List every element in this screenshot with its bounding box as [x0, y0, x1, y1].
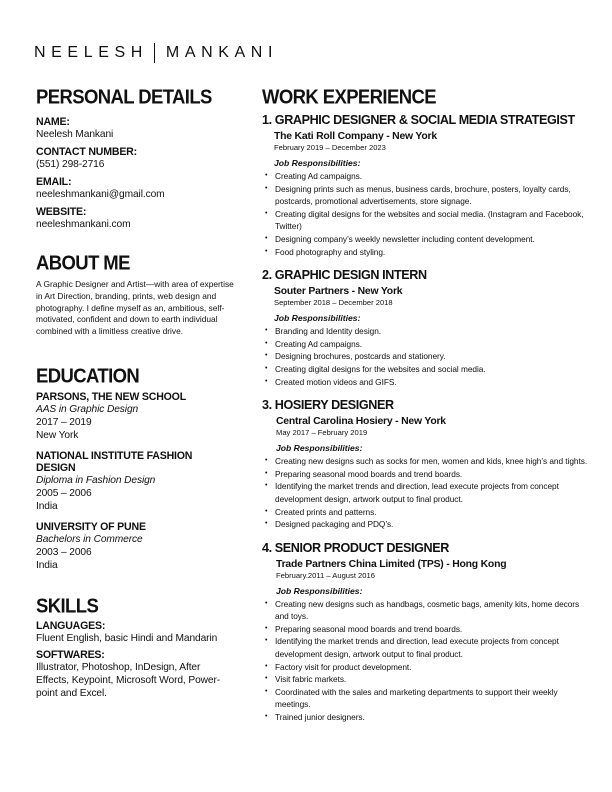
- bullet-item: • Branding and Identity design.: [262, 325, 592, 338]
- bullet-item: • Designed packaging and PDQ’s.: [262, 518, 592, 531]
- bullet-item: • Designing brochures, postcards and stationery.: [262, 350, 592, 363]
- bullet-item: • Designing company’s weekly newsletter including content development.: [262, 233, 592, 246]
- right-column: [262, 85, 592, 724]
- website-label: WEBSITE:: [36, 206, 87, 218]
- bullet-list: [262, 598, 592, 724]
- website-value[interactable]: neeleshmankani.com: [36, 219, 131, 230]
- languages-value: Fluent English, basic Hindi and Mandarin: [36, 632, 218, 644]
- bullet-item: • Created motion videos and GIFS.: [262, 376, 592, 389]
- bullet-list: [262, 455, 592, 531]
- years: 2003 – 2006: [36, 546, 92, 558]
- softwares-label: SOFTWARES:: [36, 648, 105, 661]
- responsibilities-label: Job Responsibilities:: [276, 443, 363, 454]
- company-name: Trade Partners China Limited (TPS) - Hong Kong: [276, 558, 507, 570]
- name-value: Neelesh Mankani: [36, 129, 114, 140]
- years: 2005 – 2006: [36, 487, 92, 499]
- email-label: EMAIL:: [36, 176, 72, 188]
- company-name: Central Carolina Hosiery - New York: [276, 416, 446, 428]
- education-item: [36, 521, 236, 572]
- bullet-item: • Preparing seasonal mood boards and trend boards.: [262, 623, 592, 636]
- bullet-item: • Trained junior designers.: [262, 711, 592, 724]
- bullet-item: • Creating digital designs for the websites and social media.: [262, 363, 592, 376]
- about-section: [36, 251, 236, 338]
- languages-label: LANGUAGES:: [36, 619, 106, 632]
- degree: AAS in Graphic Design: [36, 403, 139, 415]
- bullet-item: • Creating digital designs for the websites and social media. (Instagram and Facebook, Twitter): [262, 208, 592, 233]
- softwares-value: Illustrator, Photoshop, InDesign, After Effects, Keypoint, Microsoft Word, Power-point and Excel.: [36, 661, 221, 699]
- bullet-item: • Identifying the market trends and direction, lead execute projects from concept development design, artwork output to final product.: [262, 480, 592, 505]
- bullet-item: • Food photography and styling.: [262, 246, 592, 259]
- skills-section: [36, 594, 236, 700]
- degree: Diploma in Fashion Design: [36, 474, 156, 486]
- section-title-skills: SKILLS: [36, 593, 99, 617]
- bullet-item: • Designing prints such as menus, business cards, brochure, posters, loyalty cards, postcards, promotional advertisements, store signage.: [262, 183, 592, 208]
- job-dates: May 2017 – February 2019: [276, 428, 368, 438]
- education-item: [36, 450, 236, 513]
- job-dates: February 2019 – December 2023: [274, 143, 386, 152]
- job-dates: September 2018 – December 2018: [274, 298, 393, 308]
- responsibilities-label: Job Responsibilities:: [274, 158, 361, 168]
- job-title: 3. HOSIERY DESIGNER: [262, 398, 394, 413]
- name-header: [34, 42, 278, 64]
- years: 2017 – 2019: [36, 416, 92, 428]
- education-section: [36, 364, 236, 572]
- bullet-item: • Coordinated with the sales and marketing departments to support their weekly meetings.: [262, 686, 592, 711]
- section-title-personal: PERSONAL DETAILS: [36, 85, 212, 108]
- section-title-work: WORK EXPERIENCE: [262, 85, 436, 108]
- company-name: The Kati Roll Company - New York: [274, 131, 437, 142]
- left-column: [36, 85, 236, 700]
- about-text: A Graphic Designer and Artist—with area of expertise in Art Direction, branding, prints, web design and photography. I define myself as an, ambitious, self-motivated, confident and down to earth individual combined with a limitless creative drive.: [36, 279, 234, 337]
- responsibilities-label: Job Responsibilities:: [274, 313, 361, 324]
- name-divider: [154, 43, 155, 63]
- bullet-item: • Creating new designs such as socks for men, women and kids, knee high’s and tights.: [262, 455, 592, 468]
- job-dates: February.2011 – August 2016: [276, 570, 375, 580]
- job-title: 2. GRAPHIC DESIGN INTERN: [262, 268, 427, 283]
- job-title: 4. SENIOR PRODUCT DESIGNER: [262, 540, 449, 555]
- company-name: Souter Partners - New York: [274, 286, 403, 298]
- job-entry: [262, 113, 592, 258]
- section-title-education: EDUCATION: [36, 363, 140, 387]
- bullet-item: • Visit fabric markets.: [262, 673, 592, 686]
- location: New York: [36, 429, 79, 441]
- job-entry: [262, 541, 592, 724]
- bullet-item: • Identifying the market trends and direction, lead execute projects from concept development design, artwork output to final product.: [262, 635, 592, 660]
- education-item: [36, 391, 236, 442]
- contact-label: CONTACT NUMBER:: [36, 146, 137, 158]
- bullet-item: • Preparing seasonal mood boards and trend boards.: [262, 468, 592, 481]
- degree: Bachelors in Commerce: [36, 533, 143, 545]
- personal-details-section: [36, 85, 236, 231]
- bullet-list: [262, 170, 592, 258]
- job-title: 1. GRAPHIC DESIGNER & SOCIAL MEDIA STRATEGIST: [262, 113, 575, 127]
- bullet-item: • Created prints and patterns.: [262, 506, 592, 519]
- school-name: UNIVERSITY OF PUNE: [36, 520, 146, 533]
- first-name: NEELESH: [34, 44, 148, 61]
- responsibilities-label: Job Responsibilities:: [276, 585, 363, 596]
- bullet-list: [262, 325, 592, 388]
- bullet-item: • Creating new designs such as handbags, cosmetic bags, amenity kits, home decors and toys.: [262, 598, 592, 623]
- location: India: [36, 500, 58, 512]
- bullet-item: • Creating Ad campaigns.: [262, 338, 592, 351]
- school-name: NATIONAL INSTITUTE FASHION DESIGN: [36, 449, 193, 474]
- bullet-item: • Creating Ad campaigns.: [262, 170, 592, 183]
- job-entry: [262, 398, 592, 531]
- contact-value: (551) 298-2716: [36, 159, 105, 170]
- section-title-about: ABOUT ME: [36, 251, 130, 274]
- name-label: NAME:: [36, 116, 70, 128]
- last-name: MANKANI: [165, 44, 279, 61]
- bullet-item: • Factory visit for product development.: [262, 661, 592, 674]
- location: India: [36, 559, 58, 571]
- email-value[interactable]: neeleshmankani@gmail.com: [36, 189, 165, 200]
- job-entry: [262, 268, 592, 388]
- school-name: PARSONS, THE NEW SCHOOL: [36, 390, 186, 403]
